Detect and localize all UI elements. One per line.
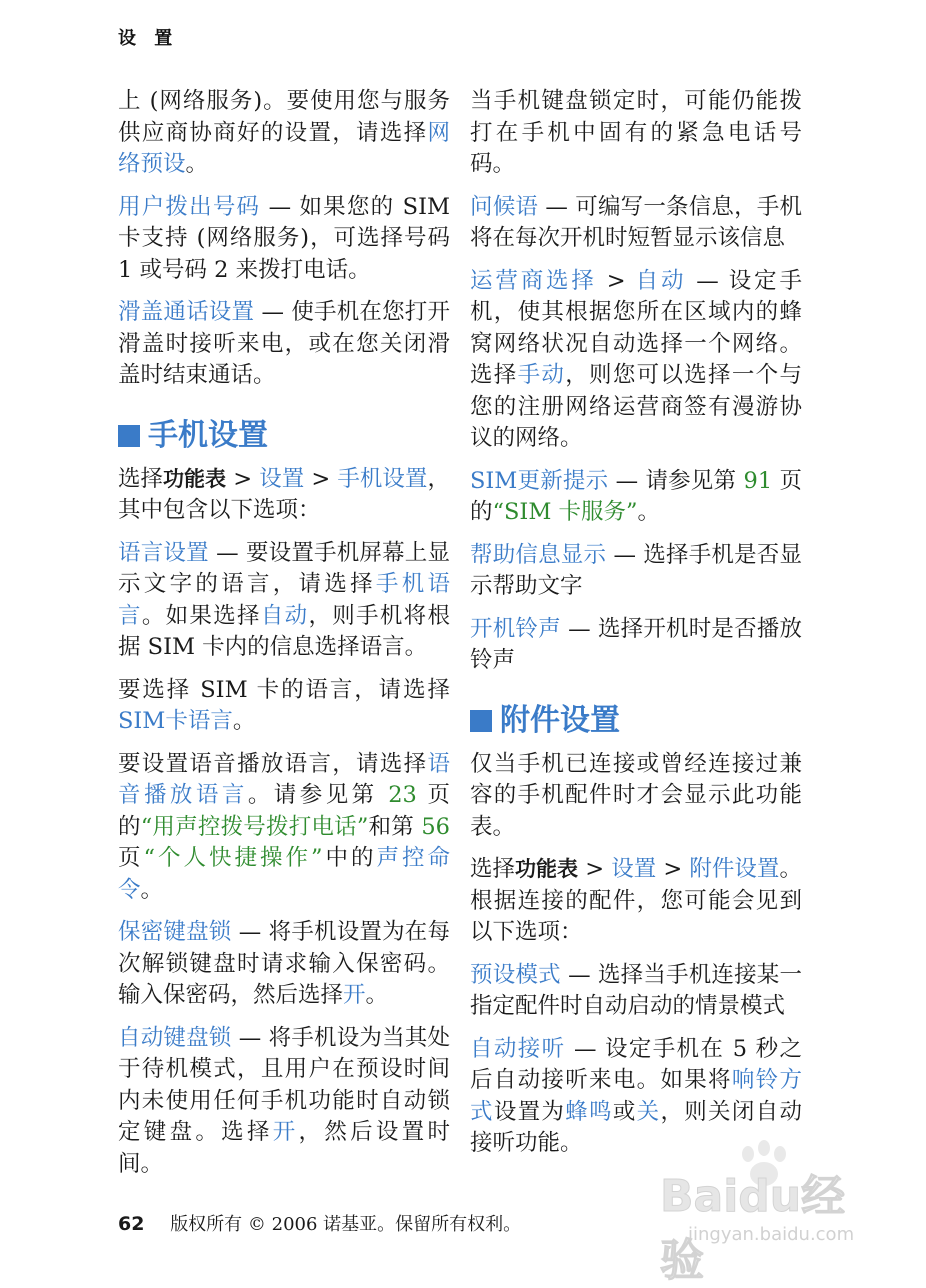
paragraph-menu-path: 选择功能表 > 设置 > 手机设置，其中包含以下选项：: [118, 465, 450, 523]
paragraph-default-profile: 预设模式 — 选择当手机连接某一指定配件时自动启动的情景模式: [470, 961, 802, 1019]
section-heading-phone-settings: 手机设置: [118, 416, 450, 456]
section-heading-enhancement-settings: 附件设置: [470, 701, 802, 741]
watermark-brand: Baidu经验: [660, 1171, 846, 1286]
paragraph-user-number: 用户拨出号码 — 如果您的 SIM 卡支持 (网络服务)，可选择号码 1 或号码 2 来拨打电话。: [118, 193, 450, 283]
paragraph-network-preset: 上 (网络服务)。要使用您与服务供应商协商好的设置，请选择网络预设。: [118, 88, 450, 177]
paragraph-security-keyguard: 保密键盘锁 — 将手机设置为在每次解锁键盘时请求输入保密码。输入保密码，然后选择开。: [118, 919, 450, 1008]
paragraph-sim-language: 要选择 SIM 卡的语言，请选择 SIM卡语言。: [118, 676, 450, 734]
paragraph-greeting: 问候语 — 可编写一条信息，手机将在每次开机时短暂显示该信息: [470, 193, 802, 251]
paragraph-operator: 运营商选择 > 自动 — 设定手机，使其根据您所在区域内的蜂窝网络状况自动选择一个网络。选择手动，则您可以选择一个与您的注册网络运营商签有漫游协议的网络。: [470, 267, 802, 451]
copyright-text: 版权所有 © 2006 诺基亚。保留所有权利。: [170, 1214, 522, 1235]
paragraph-slide-call: 滑盖通话设置 — 使手机在您打开滑盖时接听来电，或在您关闭滑盖时结束通话。: [118, 299, 450, 388]
square-bullet-icon: [470, 710, 492, 732]
paragraph-voice-language: 要设置语音播放语言，请选择语音播放语言。请参见第 23 页的“用声控拨号拨打电话”和第 56 页“个人快捷操作”中的声控命令。: [118, 750, 450, 903]
term-user-number: 用户拨出号码: [118, 193, 261, 220]
running-header: 设 置: [118, 28, 179, 49]
paragraph-enhancement-menu-path: 选择功能表 > 设置 > 附件设置。根据连接的配件，您可能会见到以下选项：: [470, 856, 802, 945]
page-footer: [118, 1210, 521, 1236]
paragraph-auto-answer: 自动接听 — 设定手机在 5 秒之后自动接听来电。如果将响铃方式设置为蜂鸣或关，则关闭自动接听功能。: [470, 1035, 802, 1156]
right-column: [470, 86, 802, 1171]
paragraph-language: 语言设置 — 要设置手机屏幕上显示文字的语言，请选择手机语言。如果选择自动，则手机将根据 SIM 卡内的信息选择语言。: [118, 539, 450, 660]
baidu-watermark: [660, 1140, 880, 1286]
paragraph-auto-keyguard: 自动键盘锁 — 将手机设为当其处于待机模式，且用户在预设时间内未使用任何手机功能时自动锁定键盘。选择开，然后设置时间。: [118, 1024, 450, 1177]
link-network-preset: 网络预设: [118, 119, 450, 177]
paragraph-startup-tone: 开机铃声 — 选择开机时是否播放铃声: [470, 615, 802, 673]
paragraph-emergency: 当手机键盘锁定时，可能仍能拨打在手机中固有的紧急电话号码。: [470, 88, 802, 177]
paragraph-help-text: 帮助信息显示 — 选择手机是否显示帮助文字: [470, 541, 802, 599]
watermark-url: jingyan.baidu.com: [688, 1224, 855, 1245]
square-bullet-icon: [118, 425, 140, 447]
paragraph-sim-update: SIM更新提示 — 请参见第 91 页的“SIM 卡服务”。: [470, 467, 802, 525]
page-number: 62: [118, 1213, 145, 1235]
left-column: [118, 86, 450, 1191]
paragraph-enhancement-intro: 仅当手机已连接或曾经连接过兼容的手机配件时才会显示此功能表。: [470, 750, 802, 840]
term-slide-call: 滑盖通话设置: [118, 299, 255, 325]
